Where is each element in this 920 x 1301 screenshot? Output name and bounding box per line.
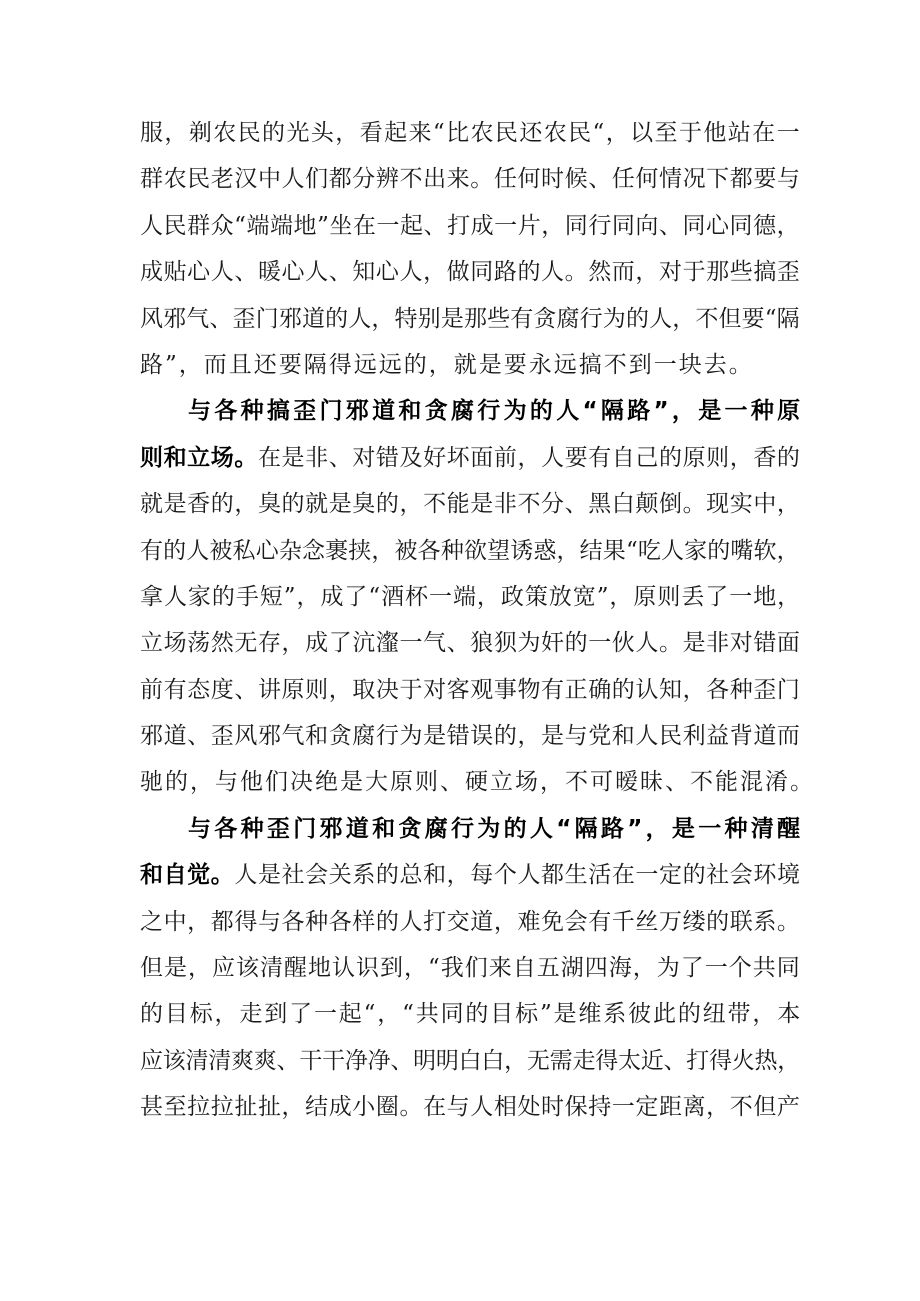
line-text (140, 852, 801, 898)
line-text: 立场荡然无存，成了沆瀣一气、狼狈为奸的一伙人。是非对错面 (140, 630, 801, 657)
text-line (140, 1038, 800, 1084)
text-line (140, 342, 800, 388)
line-text: 服，剃农民的光头，看起来“比农民还农民“，以至于他站在一 (140, 120, 801, 146)
text-line (140, 528, 800, 574)
text-line (140, 713, 800, 759)
line-text: 前有态度、讲原则，取决于对客观事物有正确的认知，各种歪门 (140, 676, 801, 703)
paragraph-2 (140, 388, 815, 806)
bold-heading-text: 则和立场。 (140, 444, 258, 471)
paragraph-3 (140, 806, 804, 1131)
body-text: 在是非、对错及好坏面前，人要有自己的原则，香的 (257, 444, 801, 471)
text-line (140, 852, 800, 898)
line-text: 风邪气、歪门邪道的人，特别是那些有贪腐行为的人，不但要“隔 (140, 305, 800, 332)
text-line (140, 667, 800, 713)
text-line (140, 110, 800, 156)
line-text: 群农民老汉中人们都分辨不出来。任何时候、任何情况下都要与 (140, 166, 801, 193)
text-line (140, 991, 803, 1037)
bold-heading-text: 和自觉。 (140, 862, 235, 889)
paragraph-heading-line (140, 388, 804, 434)
text-line (140, 574, 800, 620)
bold-heading-text: 与各种搞歪门邪道和贪腐行为的人“隔路”，是一种原 (188, 398, 804, 425)
document-page (140, 110, 815, 1131)
text-line (140, 435, 800, 481)
line-text: 就是香的，臭的就是臭的，不能是非不分、黑白颠倒。现实中， (140, 491, 801, 518)
text-line (140, 945, 800, 991)
line-text: 拿人家的手短”，成了“酒杯一端，政策放宽”，原则丢了一地， (140, 583, 802, 610)
text-line (140, 759, 815, 805)
bold-heading-text: 与各种歪门邪道和贪腐行为的人“隔路”，是一种清醒 (188, 815, 804, 842)
line-text: 邪道、歪风邪气和贪腐行为是错误的，是与党和人民利益背道而 (140, 723, 801, 750)
line-text: 但是，应该清醒地认识到，“我们来自五湖四海，为了一个共同 (140, 955, 801, 982)
text-line (140, 1084, 800, 1130)
text-line (140, 249, 800, 295)
text-line (140, 620, 800, 666)
line-text: 之中，都得与各种各样的人打交道，难免会有千丝万缕的联系。 (140, 908, 801, 935)
text-line (140, 203, 800, 249)
line-text: 有的人被私心杂念裹挟，被各种欲望诱惑，结果“吃人家的嘴软， (140, 537, 800, 564)
line-text: 甚至拉拉扯扯，结成小圈。在与人相处时保持一定距离，不但产 (140, 1094, 801, 1121)
line-text (140, 435, 801, 481)
line-text: 成贴心人、暖心人、知心人，做同路的人。然而，对于那些搞歪 (140, 259, 801, 286)
paragraph-1 (140, 110, 800, 388)
line-text: 路”，而且还要隔得远远的，就是要永远搞不到一块去。 (140, 351, 754, 378)
line-text: 的目标，走到了一起“，“共同的目标”是维系彼此的纽带，本 (140, 1001, 803, 1028)
text-line (140, 899, 800, 945)
text-line (140, 296, 800, 342)
line-text: 应该清清爽爽、干干净净、明明白白，无需走得太近、打得火热， (140, 1047, 801, 1074)
paragraph-heading-line (140, 806, 804, 852)
text-line (140, 481, 800, 527)
text-line (140, 156, 800, 202)
body-text: 人是社会关系的总和，每个人都生活在一定的社会环境 (234, 862, 801, 889)
line-text: 驰的，与他们决绝是大原则、硬立场，不可暧昧、不能混淆。 (140, 769, 815, 796)
line-text: 人民群众“端端地”坐在一起、打成一片，同行同向、同心同德， (140, 212, 801, 239)
